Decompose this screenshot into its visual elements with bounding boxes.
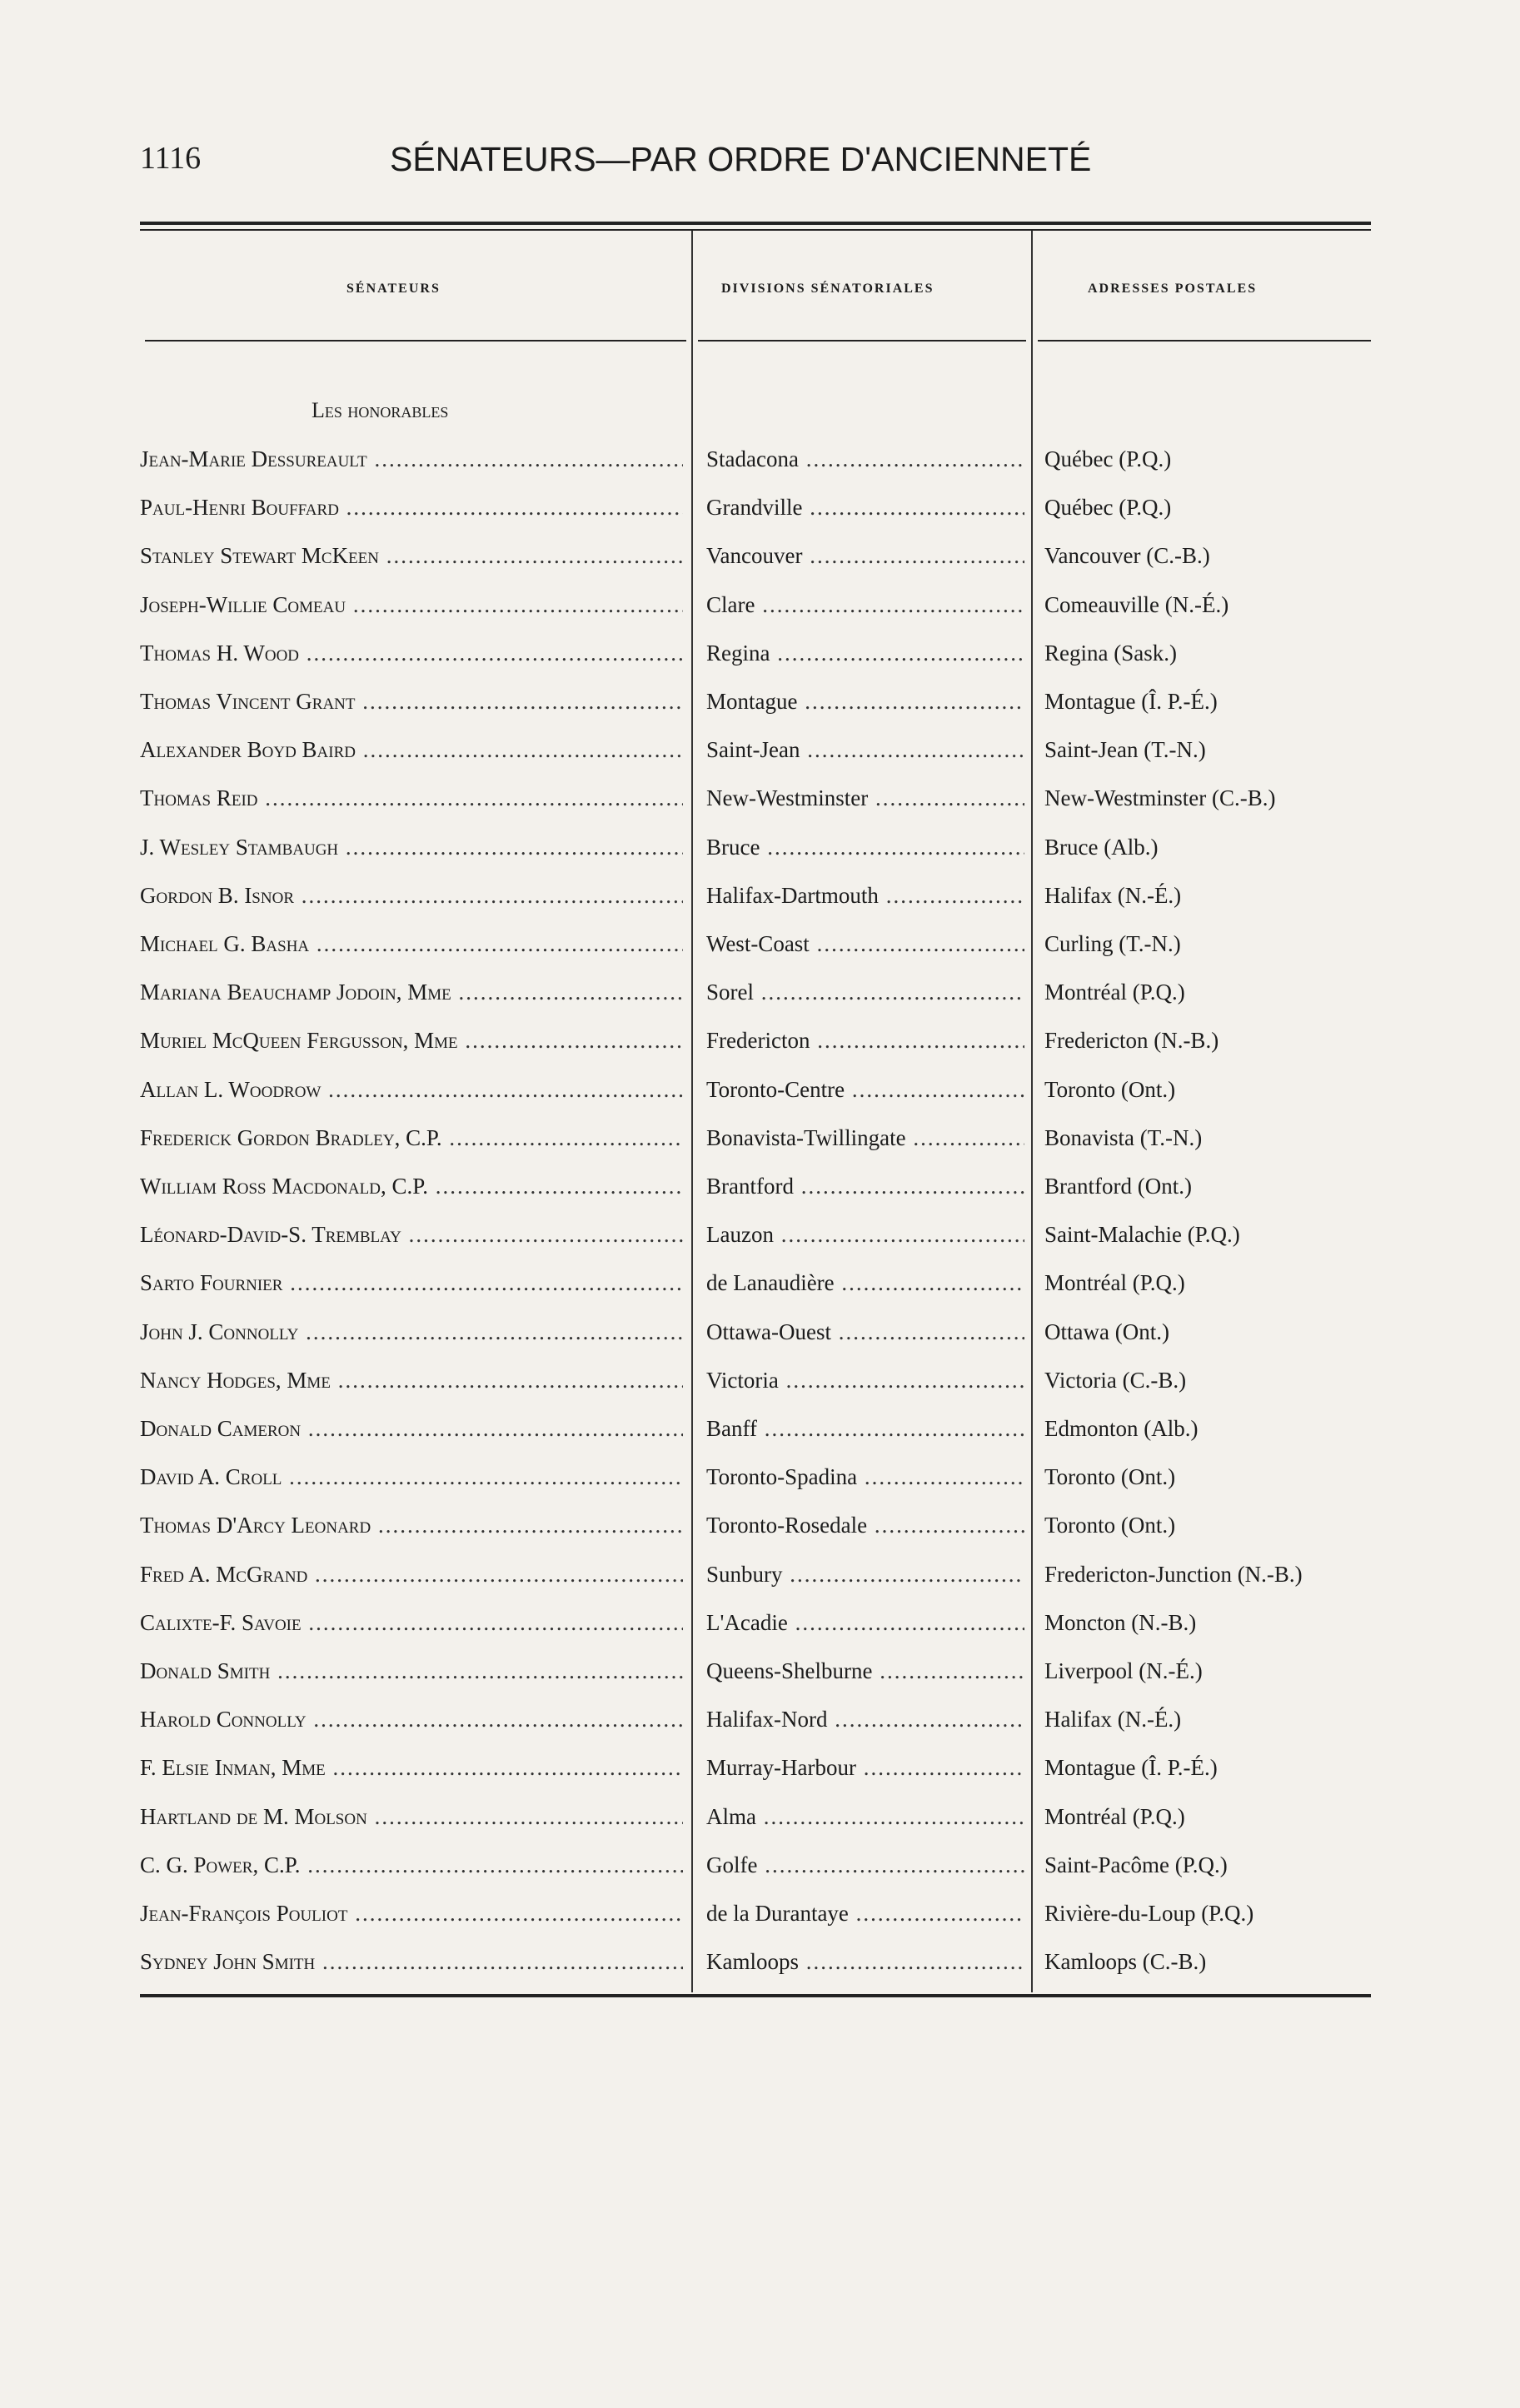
senator-name: Thomas Vincent Grant ..... xyxy=(140,689,683,715)
table-row xyxy=(140,1658,1373,1707)
division-name: Kamloops ..... xyxy=(706,1949,1024,1975)
table-row xyxy=(140,1270,1373,1319)
division-name: Brantford ..... xyxy=(706,1174,1024,1199)
table-row xyxy=(140,543,1373,591)
table-row xyxy=(140,1852,1373,1901)
postal-address: Montague (Î. P.-É.) xyxy=(1044,689,1218,714)
senator-name: Thomas H. Wood ..... xyxy=(140,641,683,666)
table-row xyxy=(140,1804,1373,1852)
postal-address: Victoria (C.-B.) xyxy=(1044,1367,1187,1393)
postal-address: Montréal (P.Q.) xyxy=(1044,1803,1185,1829)
postal-address: Montréal (P.Q.) xyxy=(1044,1270,1185,1296)
senator-name: Mariana Beauchamp Jodoin, Mme ..... xyxy=(140,980,683,1005)
postal-address: Regina (Sask.) xyxy=(1044,640,1177,666)
division-name: West-Coast ..... xyxy=(706,931,1024,957)
table-row xyxy=(140,1755,1373,1803)
postal-address: Québec (P.Q.) xyxy=(1044,495,1172,521)
table-row xyxy=(140,737,1373,785)
senator-name: F. Elsie Inman, Mme ..... xyxy=(140,1755,683,1781)
postal-address: Toronto (Ont.) xyxy=(1044,1076,1176,1102)
column-header-divisions: DIVISIONS SÉNATORIALES xyxy=(721,282,934,296)
division-name: Sunbury ..... xyxy=(706,1562,1024,1588)
division-name: Bruce ..... xyxy=(706,835,1024,860)
division-name: Clare ..... xyxy=(706,592,1024,618)
postal-address: Comeauville (N.-É.) xyxy=(1044,591,1229,617)
division-name: Queens-Shelburne ..... xyxy=(706,1658,1024,1684)
table-row xyxy=(140,1464,1373,1513)
senator-name: John J. Connolly ..... xyxy=(140,1319,683,1345)
table-row xyxy=(140,1707,1373,1755)
postal-address: Montréal (P.Q.) xyxy=(1044,980,1185,1005)
top-rule-thin xyxy=(140,229,1371,231)
table-row xyxy=(140,1513,1373,1561)
division-name: Golfe ..... xyxy=(706,1852,1024,1878)
senator-name: Harold Connolly ..... xyxy=(140,1707,683,1732)
table-row xyxy=(140,689,1373,737)
division-name: Murray-Harbour ..... xyxy=(706,1755,1024,1781)
postal-address: Brantford (Ont.) xyxy=(1044,1174,1192,1199)
postal-address: Toronto (Ont.) xyxy=(1044,1464,1176,1490)
header-underline-1 xyxy=(145,340,686,342)
division-name: de la Durantaye ..... xyxy=(706,1901,1024,1927)
division-name: Ottawa-Ouest ..... xyxy=(706,1319,1024,1345)
division-name: Toronto-Centre ..... xyxy=(706,1077,1024,1103)
bottom-rule xyxy=(140,1994,1371,1997)
table-row xyxy=(140,1222,1373,1270)
postal-address: Saint-Pacôme (P.Q.) xyxy=(1044,1852,1228,1877)
division-name: Halifax-Nord ..... xyxy=(706,1707,1024,1732)
senator-name: William Ross Macdonald, C.P. ..... xyxy=(140,1174,683,1199)
postal-address: Bonavista (T.-N.) xyxy=(1044,1124,1203,1150)
senator-name: Sydney John Smith ..... xyxy=(140,1949,683,1975)
column-header-senators: SÉNATEURS xyxy=(346,282,441,296)
senator-name: J. Wesley Stambaugh ..... xyxy=(140,835,683,860)
table-row xyxy=(140,495,1373,543)
division-name: Banff ..... xyxy=(706,1416,1024,1442)
division-name: Alma ..... xyxy=(706,1804,1024,1830)
senator-name: Muriel McQueen Fergusson, Mme ..... xyxy=(140,1028,683,1054)
division-name: Grandville ..... xyxy=(706,495,1024,521)
senator-name: Sarto Fournier ..... xyxy=(140,1270,683,1296)
senator-name: Frederick Gordon Bradley, C.P. ..... xyxy=(140,1125,683,1151)
postal-address: Halifax (N.-É.) xyxy=(1044,882,1182,908)
table-row xyxy=(140,1610,1373,1658)
postal-address: Edmonton (Alb.) xyxy=(1044,1416,1199,1441)
table-row xyxy=(140,931,1373,980)
postal-address: Liverpool (N.-É.) xyxy=(1044,1658,1203,1683)
senator-name: Nancy Hodges, Mme ..... xyxy=(140,1368,683,1393)
top-rule xyxy=(140,222,1371,225)
division-name: Bonavista-Twillingate ..... xyxy=(706,1125,1024,1151)
senator-name: Stanley Stewart McKeen ..... xyxy=(140,543,683,569)
postal-address: Rivière-du-Loup (P.Q.) xyxy=(1044,1901,1254,1926)
postal-address: Fredericton-Junction (N.-B.) xyxy=(1044,1561,1303,1587)
postal-address: Kamloops (C.-B.) xyxy=(1044,1949,1207,1975)
table-row xyxy=(140,1416,1373,1464)
postal-address: Ottawa (Ont.) xyxy=(1044,1319,1169,1344)
table-row xyxy=(140,641,1373,689)
page-title: SÉNATEURS—PAR ORDRE D'ANCIENNETÉ xyxy=(390,140,1092,178)
division-name: Fredericton ..... xyxy=(706,1028,1024,1054)
table-row xyxy=(140,1949,1373,1997)
division-name: Regina ..... xyxy=(706,641,1024,666)
table-row xyxy=(140,592,1373,641)
postal-address: Moncton (N.-B.) xyxy=(1044,1609,1197,1635)
division-name: Vancouver ..... xyxy=(706,543,1024,569)
senator-name: Paul-Henri Bouffard ..... xyxy=(140,495,683,521)
table-row xyxy=(140,1125,1373,1174)
postal-address: Québec (P.Q.) xyxy=(1044,446,1172,471)
senator-name: Fred A. McGrand ..... xyxy=(140,1562,683,1588)
senator-name: Alexander Boyd Baird ..... xyxy=(140,737,683,763)
table-row xyxy=(140,1562,1373,1610)
postal-address: Bruce (Alb.) xyxy=(1044,834,1159,860)
division-name: Stadacona ..... xyxy=(706,446,1024,472)
postal-address: Toronto (Ont.) xyxy=(1044,1513,1176,1538)
division-name: Toronto-Rosedale ..... xyxy=(706,1513,1024,1538)
header-underline-2 xyxy=(698,340,1026,342)
senator-name: Jean-Marie Dessureault ..... xyxy=(140,446,683,472)
postal-address: Saint-Jean (T.-N.) xyxy=(1044,737,1206,763)
postal-address: Fredericton (N.-B.) xyxy=(1044,1028,1219,1054)
table-row xyxy=(140,446,1373,495)
division-name: New-Westminster ..... xyxy=(706,785,1024,811)
postal-address: Curling (T.-N.) xyxy=(1044,931,1181,956)
senator-name: Michael G. Basha ..... xyxy=(140,931,683,957)
division-name: Victoria ..... xyxy=(706,1368,1024,1393)
table-row xyxy=(140,980,1373,1028)
senator-name: Gordon B. Isnor ..... xyxy=(140,883,683,909)
page-number: 1116 xyxy=(140,141,202,176)
division-name: Halifax-Dartmouth ..... xyxy=(706,883,1024,909)
senator-name: C. G. Power, C.P. ..... xyxy=(140,1852,683,1878)
table-row xyxy=(140,1901,1373,1949)
senator-name: Thomas Reid ..... xyxy=(140,785,683,811)
senator-name: Jean-François Pouliot ..... xyxy=(140,1901,683,1927)
page-header xyxy=(140,140,1373,190)
table-row xyxy=(140,883,1373,931)
division-name: de Lanaudière ..... xyxy=(706,1270,1024,1296)
senator-name: Donald Cameron ..... xyxy=(140,1416,683,1442)
table-row xyxy=(140,1174,1373,1222)
division-name: Lauzon ..... xyxy=(706,1222,1024,1248)
table-row xyxy=(140,1368,1373,1416)
table-row xyxy=(140,785,1373,834)
table-row xyxy=(140,1319,1373,1368)
division-name: Saint-Jean ..... xyxy=(706,737,1024,763)
table-row xyxy=(140,1077,1373,1125)
senator-name: David A. Croll ..... xyxy=(140,1464,683,1490)
senator-name: Joseph-Willie Comeau ..... xyxy=(140,592,683,618)
section-label: Les honorables xyxy=(311,398,449,422)
postal-address: Saint-Malachie (P.Q.) xyxy=(1044,1222,1240,1248)
division-name: L'Acadie ..... xyxy=(706,1610,1024,1636)
table-row xyxy=(140,835,1373,883)
postal-address: Montague (Î. P.-É.) xyxy=(1044,1755,1218,1781)
table-row xyxy=(140,1028,1373,1076)
senator-name: Calixte-F. Savoie ..... xyxy=(140,1610,683,1636)
header-underline-3 xyxy=(1038,340,1371,342)
postal-address: Vancouver (C.-B.) xyxy=(1044,543,1210,569)
senator-name: Thomas D'Arcy Leonard ..... xyxy=(140,1513,683,1538)
senator-name: Donald Smith ..... xyxy=(140,1658,683,1684)
postal-address: New-Westminster (C.-B.) xyxy=(1044,785,1276,811)
division-name: Sorel ..... xyxy=(706,980,1024,1005)
postal-address: Halifax (N.-É.) xyxy=(1044,1707,1182,1732)
division-name: Montague ..... xyxy=(706,689,1024,715)
senator-name: Allan L. Woodrow ..... xyxy=(140,1077,683,1103)
division-name: Toronto-Spadina ..... xyxy=(706,1464,1024,1490)
column-header-addresses: ADRESSES POSTALES xyxy=(1088,282,1258,296)
senator-name: Hartland de M. Molson ..... xyxy=(140,1804,683,1830)
senator-name: Léonard-David-S. Tremblay ..... xyxy=(140,1222,683,1248)
